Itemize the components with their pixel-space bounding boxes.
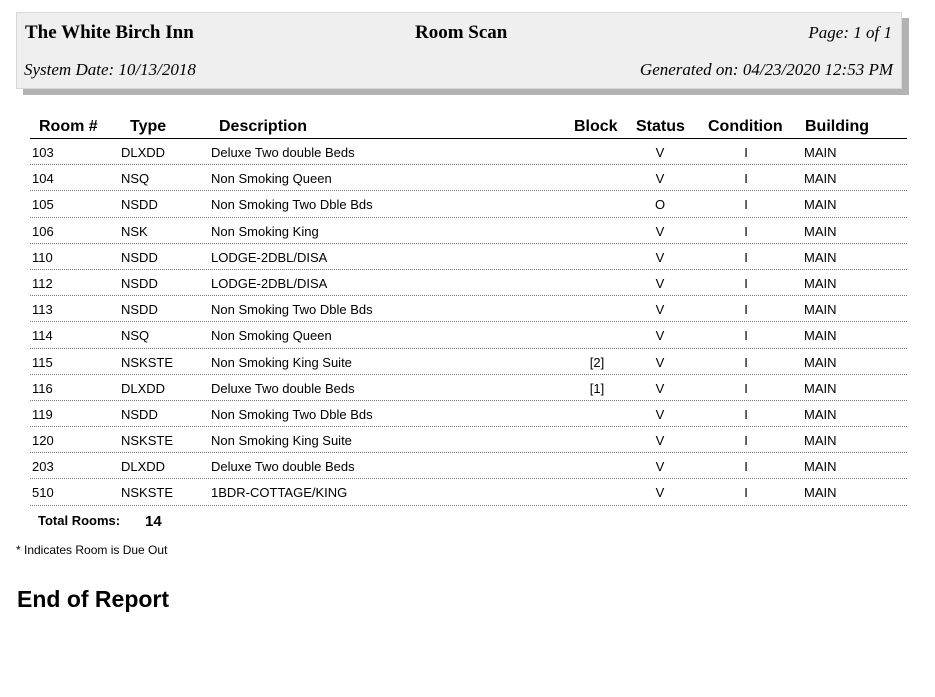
room-type: NSKSTE bbox=[121, 354, 174, 370]
table-row bbox=[30, 270, 907, 296]
table-row bbox=[30, 427, 907, 453]
room-number: 119 bbox=[32, 406, 53, 422]
room-type: DLXDD bbox=[121, 459, 166, 475]
room-status: O bbox=[654, 197, 666, 213]
room-condition: I bbox=[744, 171, 748, 187]
room-building: MAIN bbox=[804, 249, 837, 265]
room-description: Non Smoking Queen bbox=[211, 171, 332, 187]
total-rooms-label: Total Rooms: bbox=[38, 513, 121, 528]
column-header-status: Status bbox=[636, 118, 685, 135]
room-type: NSK bbox=[121, 223, 148, 239]
room-type: DLXDD bbox=[121, 380, 166, 396]
report-title: Room Scan bbox=[415, 22, 508, 43]
room-building: MAIN bbox=[804, 197, 837, 213]
room-description: Non Smoking King Suite bbox=[211, 433, 352, 449]
due-out-footnote: * Indicates Room is Due Out bbox=[16, 543, 168, 557]
room-condition: I bbox=[744, 302, 748, 318]
room-building: MAIN bbox=[804, 145, 837, 160]
room-description: Deluxe Two double Beds bbox=[211, 145, 355, 160]
room-number: 112 bbox=[32, 275, 53, 291]
room-status: V bbox=[655, 249, 665, 265]
room-number: 510 bbox=[32, 485, 54, 501]
room-status: V bbox=[655, 354, 665, 370]
room-description: 1BDR-COTTAGE/KING bbox=[211, 485, 348, 501]
room-type: NSDD bbox=[121, 406, 158, 422]
table-row bbox=[30, 453, 907, 479]
room-description: Non Smoking Queen bbox=[211, 328, 332, 344]
table-row bbox=[30, 139, 907, 165]
room-number: 113 bbox=[32, 302, 53, 318]
column-header-condition: Condition bbox=[708, 118, 783, 135]
room-number: 116 bbox=[32, 380, 53, 396]
room-building: MAIN bbox=[804, 171, 837, 187]
room-block: [2] bbox=[589, 354, 605, 370]
total-rooms-value: 14 bbox=[145, 513, 162, 530]
room-table bbox=[30, 139, 907, 506]
room-status: V bbox=[655, 485, 665, 501]
room-type: NSKSTE bbox=[121, 485, 174, 501]
room-block: [1] bbox=[589, 380, 605, 396]
report-header bbox=[16, 12, 902, 89]
room-condition: I bbox=[744, 249, 748, 265]
room-number: 103 bbox=[32, 145, 54, 160]
room-building: MAIN bbox=[804, 433, 837, 449]
room-status: V bbox=[655, 406, 665, 422]
room-status: V bbox=[655, 328, 665, 344]
room-description: Deluxe Two double Beds bbox=[211, 459, 355, 475]
room-status: V bbox=[655, 380, 665, 396]
room-number: 120 bbox=[32, 433, 54, 449]
page-number: Page: 1 of 1 bbox=[808, 23, 892, 42]
room-number: 104 bbox=[32, 171, 54, 187]
room-description: LODGE-2DBL/DISA bbox=[211, 275, 328, 291]
room-description: Non Smoking Two Dble Bds bbox=[211, 197, 373, 213]
room-description: Non Smoking King bbox=[211, 223, 319, 239]
column-header-type: Type bbox=[130, 118, 167, 135]
room-description: Non Smoking Two Dble Bds bbox=[211, 302, 373, 318]
column-header-block: Block bbox=[574, 118, 618, 135]
table-row bbox=[30, 479, 907, 505]
table-row bbox=[30, 401, 907, 427]
table-row bbox=[30, 244, 907, 270]
room-status: V bbox=[655, 145, 665, 160]
room-condition: I bbox=[744, 433, 748, 449]
room-description: Non Smoking Two Dble Bds bbox=[211, 406, 373, 422]
end-of-report: End of Report bbox=[17, 586, 170, 612]
room-number: 105 bbox=[32, 197, 54, 213]
table-row bbox=[30, 218, 907, 244]
room-type: NSDD bbox=[121, 302, 158, 318]
column-header-building: Building bbox=[805, 118, 869, 135]
room-building: MAIN bbox=[804, 328, 837, 344]
room-type: NSDD bbox=[121, 249, 158, 265]
table-row bbox=[30, 165, 907, 191]
room-building: MAIN bbox=[804, 275, 837, 291]
room-condition: I bbox=[744, 275, 748, 291]
room-description: LODGE-2DBL/DISA bbox=[211, 249, 328, 265]
room-building: MAIN bbox=[804, 406, 837, 422]
room-building: MAIN bbox=[804, 485, 837, 501]
room-building: MAIN bbox=[804, 380, 837, 396]
room-number: 115 bbox=[32, 354, 53, 370]
table-row bbox=[30, 296, 907, 322]
room-status: V bbox=[655, 223, 665, 239]
system-date: System Date: 10/13/2018 bbox=[24, 60, 196, 79]
column-header-room: Room # bbox=[39, 118, 98, 135]
room-condition: I bbox=[744, 197, 748, 213]
room-status: V bbox=[655, 433, 665, 449]
room-type: NSDD bbox=[121, 275, 158, 291]
room-building: MAIN bbox=[804, 223, 837, 239]
room-condition: I bbox=[744, 380, 748, 396]
room-number: 106 bbox=[32, 223, 54, 239]
room-condition: I bbox=[744, 354, 748, 370]
room-type: NSQ bbox=[121, 328, 150, 344]
room-condition: I bbox=[744, 485, 748, 501]
room-building: MAIN bbox=[804, 459, 837, 475]
room-condition: I bbox=[744, 459, 748, 475]
room-type: NSDD bbox=[121, 197, 158, 213]
room-number: 114 bbox=[32, 328, 53, 344]
room-number: 203 bbox=[32, 459, 54, 475]
room-building: MAIN bbox=[804, 354, 837, 370]
room-type: DLXDD bbox=[121, 145, 166, 160]
generated-on: Generated on: 04/23/2020 12:53 PM bbox=[639, 60, 893, 79]
room-condition: I bbox=[744, 328, 748, 344]
table-row bbox=[30, 349, 907, 375]
room-type: NSQ bbox=[121, 171, 150, 187]
room-description: Non Smoking King Suite bbox=[211, 354, 352, 370]
room-building: MAIN bbox=[804, 302, 837, 318]
room-status: V bbox=[655, 275, 665, 291]
table-row bbox=[30, 191, 907, 217]
room-number: 110 bbox=[32, 249, 53, 265]
room-condition: I bbox=[744, 406, 748, 422]
table-row bbox=[30, 322, 907, 348]
room-status: V bbox=[655, 302, 665, 318]
room-description: Deluxe Two double Beds bbox=[211, 380, 355, 396]
inn-name: The White Birch Inn bbox=[25, 22, 194, 43]
room-status: V bbox=[655, 459, 665, 475]
table-row bbox=[30, 375, 907, 401]
room-condition: I bbox=[744, 223, 748, 239]
room-type: NSKSTE bbox=[121, 433, 174, 449]
room-status: V bbox=[655, 171, 665, 187]
column-header-description: Description bbox=[219, 118, 308, 135]
room-condition: I bbox=[744, 145, 748, 160]
